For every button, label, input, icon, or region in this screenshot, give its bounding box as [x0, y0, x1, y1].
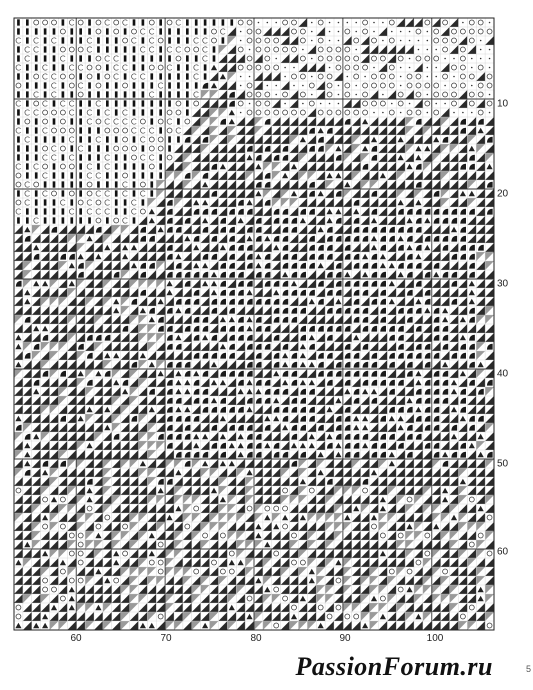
column-label-60: 60 [70, 633, 82, 644]
column-label-80: 80 [250, 633, 262, 644]
column-label-100: 100 [426, 633, 444, 644]
page-number-fragment: 5 [525, 664, 531, 674]
row-label-30: 30 [497, 278, 509, 290]
row-label-20: 20 [497, 188, 509, 200]
row-label-40: 40 [497, 368, 509, 380]
row-label-60: 60 [497, 546, 509, 558]
column-label-70: 70 [160, 633, 172, 644]
passionforum-watermark: PassionForum.ru [295, 652, 493, 681]
row-label-50: 50 [497, 458, 509, 470]
row-label-10: 10 [497, 98, 509, 110]
column-label-90: 90 [339, 633, 351, 644]
